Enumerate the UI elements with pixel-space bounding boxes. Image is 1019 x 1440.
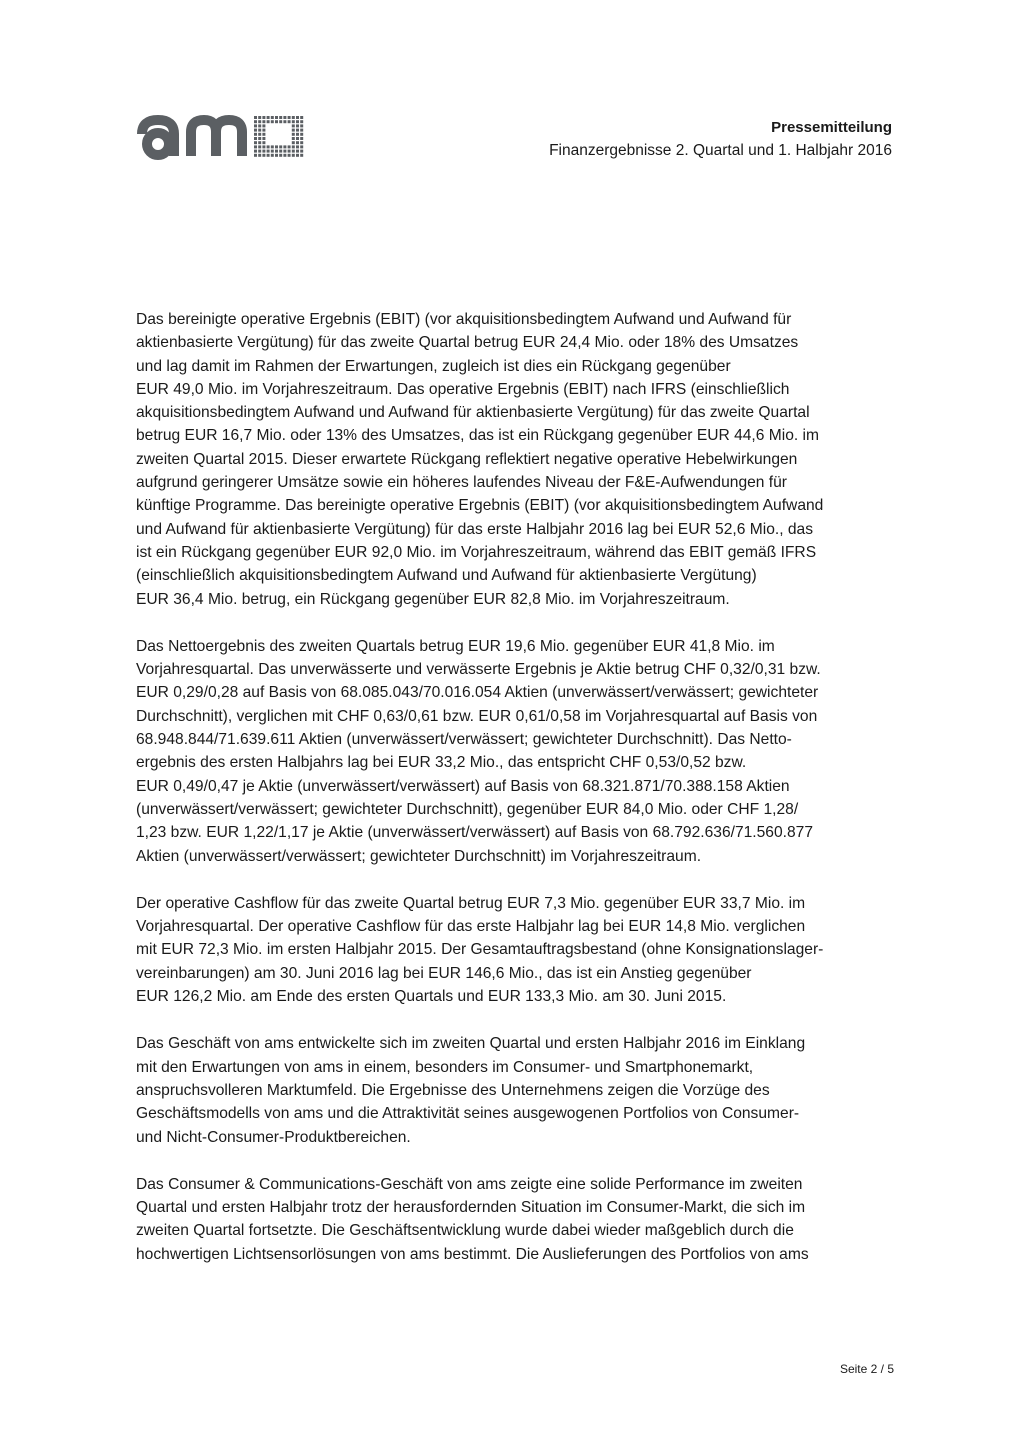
text-line: EUR 126,2 Mio. am Ende des ersten Quartals und EUR 133,3 Mio. am 30. Juni 2015. (136, 988, 727, 1006)
text-line: 68.948.844/71.639.611 Aktien (unverwässert/verwässert; gewichteter Durchschnitt). Das Netto- (136, 731, 792, 749)
text-line: zweiten Quartal fortsetzte. Die Geschäftsentwicklung wurde dabei wieder maßgeblich durch die (136, 1222, 794, 1240)
paragraph (136, 635, 896, 868)
text-line: mit EUR 72,3 Mio. im ersten Halbjahr 2015. Der Gesamtauftragsbestand (ohne Konsignationslager- (136, 941, 824, 959)
text-line: Das Consumer & Communications-Geschäft von ams zeigte eine solide Performance im zweiten (136, 1175, 803, 1193)
paragraph (136, 1173, 896, 1266)
paragraph (136, 1032, 896, 1148)
text-line: ist ein Rückgang gegenüber EUR 92,0 Mio. im Vorjahreszeitraum, während das EBIT gemäß IFRS (136, 543, 817, 561)
document-header (549, 117, 892, 163)
text-line: Aktien (unverwässert/verwässert; gewichteter Durchschnitt) im Vorjahreszeitraum. (136, 847, 702, 865)
text-line: mit den Erwartungen von ams in einem, besonders im Consumer- und Smartphonemarkt, (136, 1058, 754, 1076)
text-line: Quartal und ersten Halbjahr trotz der herausfordernden Situation im Consumer-Markt, die sich im (136, 1199, 806, 1217)
text-line: zweiten Quartal 2015. Dieser erwartete Rückgang reflektiert negative operative Hebelwirkungen (136, 450, 798, 468)
text-line: aktienbasierte Vergütung) für das zweite Quartal betrug EUR 24,4 Mio. oder 18% des Umsatzes (136, 334, 799, 352)
paragraph (136, 892, 896, 1008)
text-line: (unverwässert/verwässert; gewichteter Durchschnitt), gegenüber EUR 84,0 Mio. oder CHF 1,28/ (136, 800, 799, 818)
text-line: (einschließlich akquisitionsbedingtem Aufwand und Aufwand für aktienbasierte Vergütung) (136, 567, 757, 585)
document-body (136, 308, 896, 1290)
text-line: Durchschnitt), verglichen mit CHF 0,63/0,61 bzw. EUR 0,61/0,58 im Vorjahresquartal auf Basis von (136, 707, 818, 725)
text-line: Geschäftsmodells von ams und die Attraktivität seines ausgewogenen Portfolios von Consumer- (136, 1105, 800, 1123)
text-line: Das Nettoergebnis des zweiten Quartals betrug EUR 19,6 Mio. gegenüber EUR 41,8 Mio. im (136, 637, 775, 655)
text-line: hochwertigen Lichtsensorlösungen von ams bestimmt. Die Auslieferungen des Portfolios von ams (136, 1245, 809, 1263)
text-line: Das bereinigte operative Ergebnis (EBIT) (vor akquisitionsbedingtem Aufwand und Aufwand für (136, 311, 792, 328)
text-line: Vorjahresquartal. Der operative Cashflow für das erste Halbjahr lag bei EUR 14,8 Mio. verglichen (136, 918, 806, 936)
text-line: ergebnis des ersten Halbjahrs lag bei EUR 33,2 Mio., das entspricht CHF 0,53/0,52 bzw. (136, 754, 747, 772)
text-line: EUR 0,29/0,28 auf Basis von 68.085.043/70.016.054 Aktien (unverwässert/verwässert; gewichteter (136, 684, 819, 702)
text-line: anspruchsvolleren Marktumfeld. Die Ergebnisse des Unternehmens zeigen die Vorzüge des (136, 1081, 770, 1099)
ams-logo (136, 112, 308, 162)
text-line: künftige Programme. Das bereinigte operative Ergebnis (EBIT) (vor akquisitionsbedingtem Aufwand (136, 497, 824, 515)
text-line: vereinbarungen) am 30. Juni 2016 lag bei EUR 146,6 Mio., das ist ein Anstieg gegenüber (136, 964, 752, 982)
text-line: Das Geschäft von ams entwickelte sich im zweiten Quartal und ersten Halbjahr 2016 im Einklang (136, 1035, 806, 1053)
document-type-title: Pressemitteilung (771, 119, 892, 136)
text-line: und Nicht-Consumer-Produktbereichen. (136, 1128, 411, 1146)
text-line: und Aufwand für aktienbasierte Vergütung) für das erste Halbjahr 2016 lag bei EUR 52,6 Mio., das (136, 520, 814, 538)
text-line: und lag damit im Rahmen der Erwartungen, zugleich ist dies ein Rückgang gegenüber (136, 357, 731, 375)
page-number: Seite 2 / 5 (839, 1362, 894, 1376)
text-line: akquisitionsbedingtem Aufwand und Aufwand für aktienbasierte Vergütung) für das zweite Quartal (136, 404, 810, 422)
text-line: EUR 36,4 Mio. betrug, ein Rückgang gegenüber EUR 82,8 Mio. im Vorjahreszeitraum. (136, 590, 730, 608)
text-line: Vorjahresquartal. Das unverwässerte und verwässerte Ergebnis je Aktie betrug CHF 0,32/0,31 bzw. (136, 661, 821, 679)
text-line: EUR 49,0 Mio. im Vorjahreszeitraum. Das operative Ergebnis (EBIT) nach IFRS (einschließlich (136, 380, 790, 398)
text-line: Der operative Cashflow für das zweite Quartal betrug EUR 7,3 Mio. gegenüber EUR 33,7 Mio. im (136, 894, 806, 912)
text-line: EUR 0,49/0,47 je Aktie (unverwässert/verwässert) auf Basis von 68.321.871/70.388.158 Aktien (136, 777, 790, 795)
document-subtitle: Finanzergebnisse 2. Quartal und 1. Halbjahr 2016 (549, 142, 892, 159)
text-line: 1,23 bzw. EUR 1,22/1,17 je Aktie (unverwässert/verwässert) auf Basis von 68.792.636/71.560.877 (136, 824, 813, 842)
text-line: aufgrund geringerer Umsätze sowie ein höheres laufendes Niveau der F&E-Aufwendungen für (136, 474, 787, 492)
paragraph (136, 308, 896, 611)
text-line: betrug EUR 16,7 Mio. oder 13% des Umsatzes, das ist ein Rückgang gegenüber EUR 44,6 Mio. im (136, 427, 820, 445)
